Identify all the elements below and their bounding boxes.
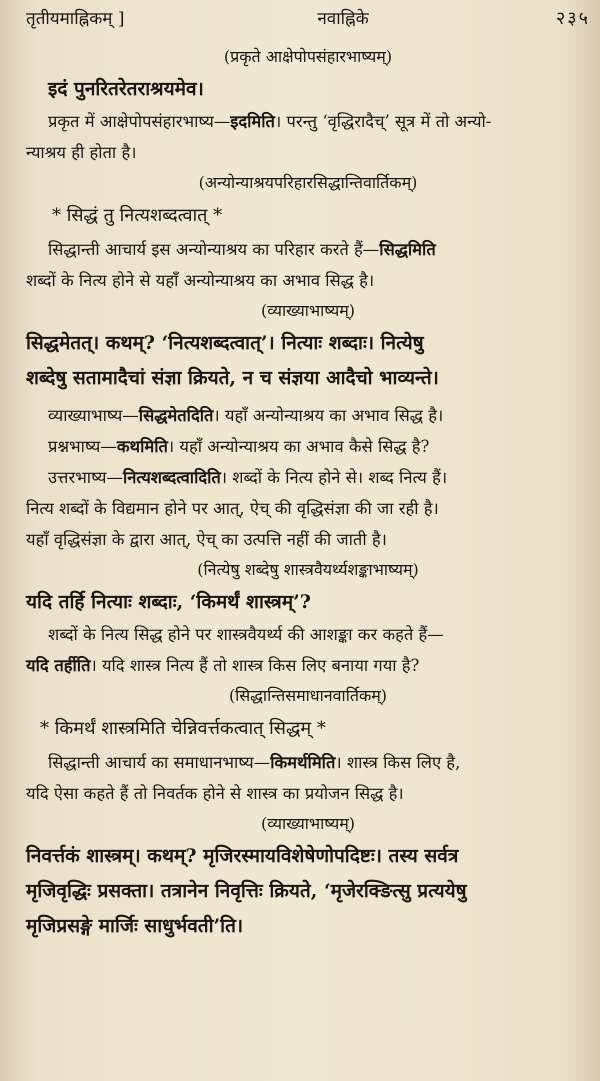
- chapter-title: तृतीयमाह्निकम् ]: [26, 9, 125, 29]
- section-title: नवाह्निके: [317, 9, 369, 29]
- commentary-6: शब्दों के नित्य सिद्ध होने पर शास्त्रवैयर्थ्य की आशङ्का कर कहते हैं— यदि तर्हीति। यदि शास्त्र नित्य हैं तो शास्त्र किस लिए बनाया गया है?: [26, 625, 444, 675]
- commentary-2: सिद्धान्ती आचार्य इस अन्योन्याश्रय का परिहार करते हैं—सिद्धमिति शब्दों के नित्य होने से यहाँ अन्योन्याश्रय का अभाव सिद्ध है।: [26, 240, 436, 290]
- vartika-1: * सिद्धं तु नित्यशब्दत्वात् *: [52, 205, 223, 226]
- caption-vyakhya-2: (व्याख्याभाष्यम्): [260, 814, 356, 833]
- page-number: २३५: [555, 8, 590, 29]
- bhashya-line-2: यदि तर्हि नित्याः शब्दाः, ‘किमर्थं शास्त्रम्’?: [26, 591, 311, 613]
- caption-samadhana: (सिद्धान्तिसमाधानवार्तिकम्): [228, 686, 388, 705]
- caption-vyakhya-1: (व्याख्याभाष्यम्): [260, 301, 356, 320]
- caption-parihara: (अन्योन्याश्रयपरिहारसिद्धान्तिवार्तिकम्): [198, 173, 418, 192]
- caption-vaiyarthya: (नित्येषु शब्देषु शास्त्रवैयर्थ्यशङ्काभाष्यम्): [197, 560, 419, 579]
- commentary-1: प्रकृत में आक्षेपोपसंहारभाष्य—इदमिति। परन्तु ‘वृद्धिरादैच्’ सूत्र में तो अन्यो- न्याश्रय ही होता है।: [26, 112, 492, 162]
- bhashya-text-1: सिद्धमेतत्। कथम्? ‘नित्यशब्दत्वात्’। नित्याः शब्दाः। नित्येषु शब्देषु सतामादैचां संज्ञा क्रियते, न च संज्ञया आदैचो भाव्यन्ते।: [26, 332, 439, 389]
- bhashya-line-1: इदं पुनरितरेतराश्रयमेव।: [48, 78, 204, 100]
- commentary-5: उत्तरभाष्य—नित्यशब्दत्वादिति। शब्दों के नित्य होने से। शब्द नित्य हैं। नित्य शब्दों के विद्यमान होने पर आत्, ऐच् की वृद्धिसंज्ञा की जा रही है। यहाँ वृद्धिसंज्ञा के द्वारा आत्, ऐच् का उत्पत्ति नहीं की जाती है।: [26, 468, 448, 549]
- commentary-3: व्याख्याभाष्य—सिद्धमेतदिति। यहाँ अन्योन्याश्रय का अभाव सिद्ध है।: [48, 406, 444, 425]
- caption-prakrite: (प्रकृते आक्षेपोपसंहारभाष्यम्): [223, 47, 393, 66]
- commentary-4: प्रश्नभाष्य—कथमिति। यहाँ अन्योन्याश्रय का अभाव कैसे सिद्ध है?: [48, 437, 430, 456]
- page-header: [26, 4, 590, 40]
- vartika-2: * किमर्थं शास्त्रमिति चेन्निवर्त्तकत्वात् सिद्धम् *: [40, 718, 326, 739]
- commentary-7: सिद्धान्ती आचार्य का समाधानभाष्य—किमर्थमिति। शास्त्र किस लिए है, यदि ऐसा कहते हैं तो निवर्तक होने से शास्त्र का प्रयोजन सिद्ध है।: [26, 753, 461, 803]
- bhashya-text-2: निवर्त्तकं शास्त्रम्। कथम्? मृजिरस्मायविशेषेणोपदिष्टः। तस्य सर्वत्र मृजिवृद्धिः प्रसक्ता। तत्रानेन निवृत्तिः क्रियते, ‘मृजेरक्ङित्सु प्रत्ययेषु मृजिप्रसङ्गे मार्जिः साधुर्भवती’ति।: [26, 845, 467, 937]
